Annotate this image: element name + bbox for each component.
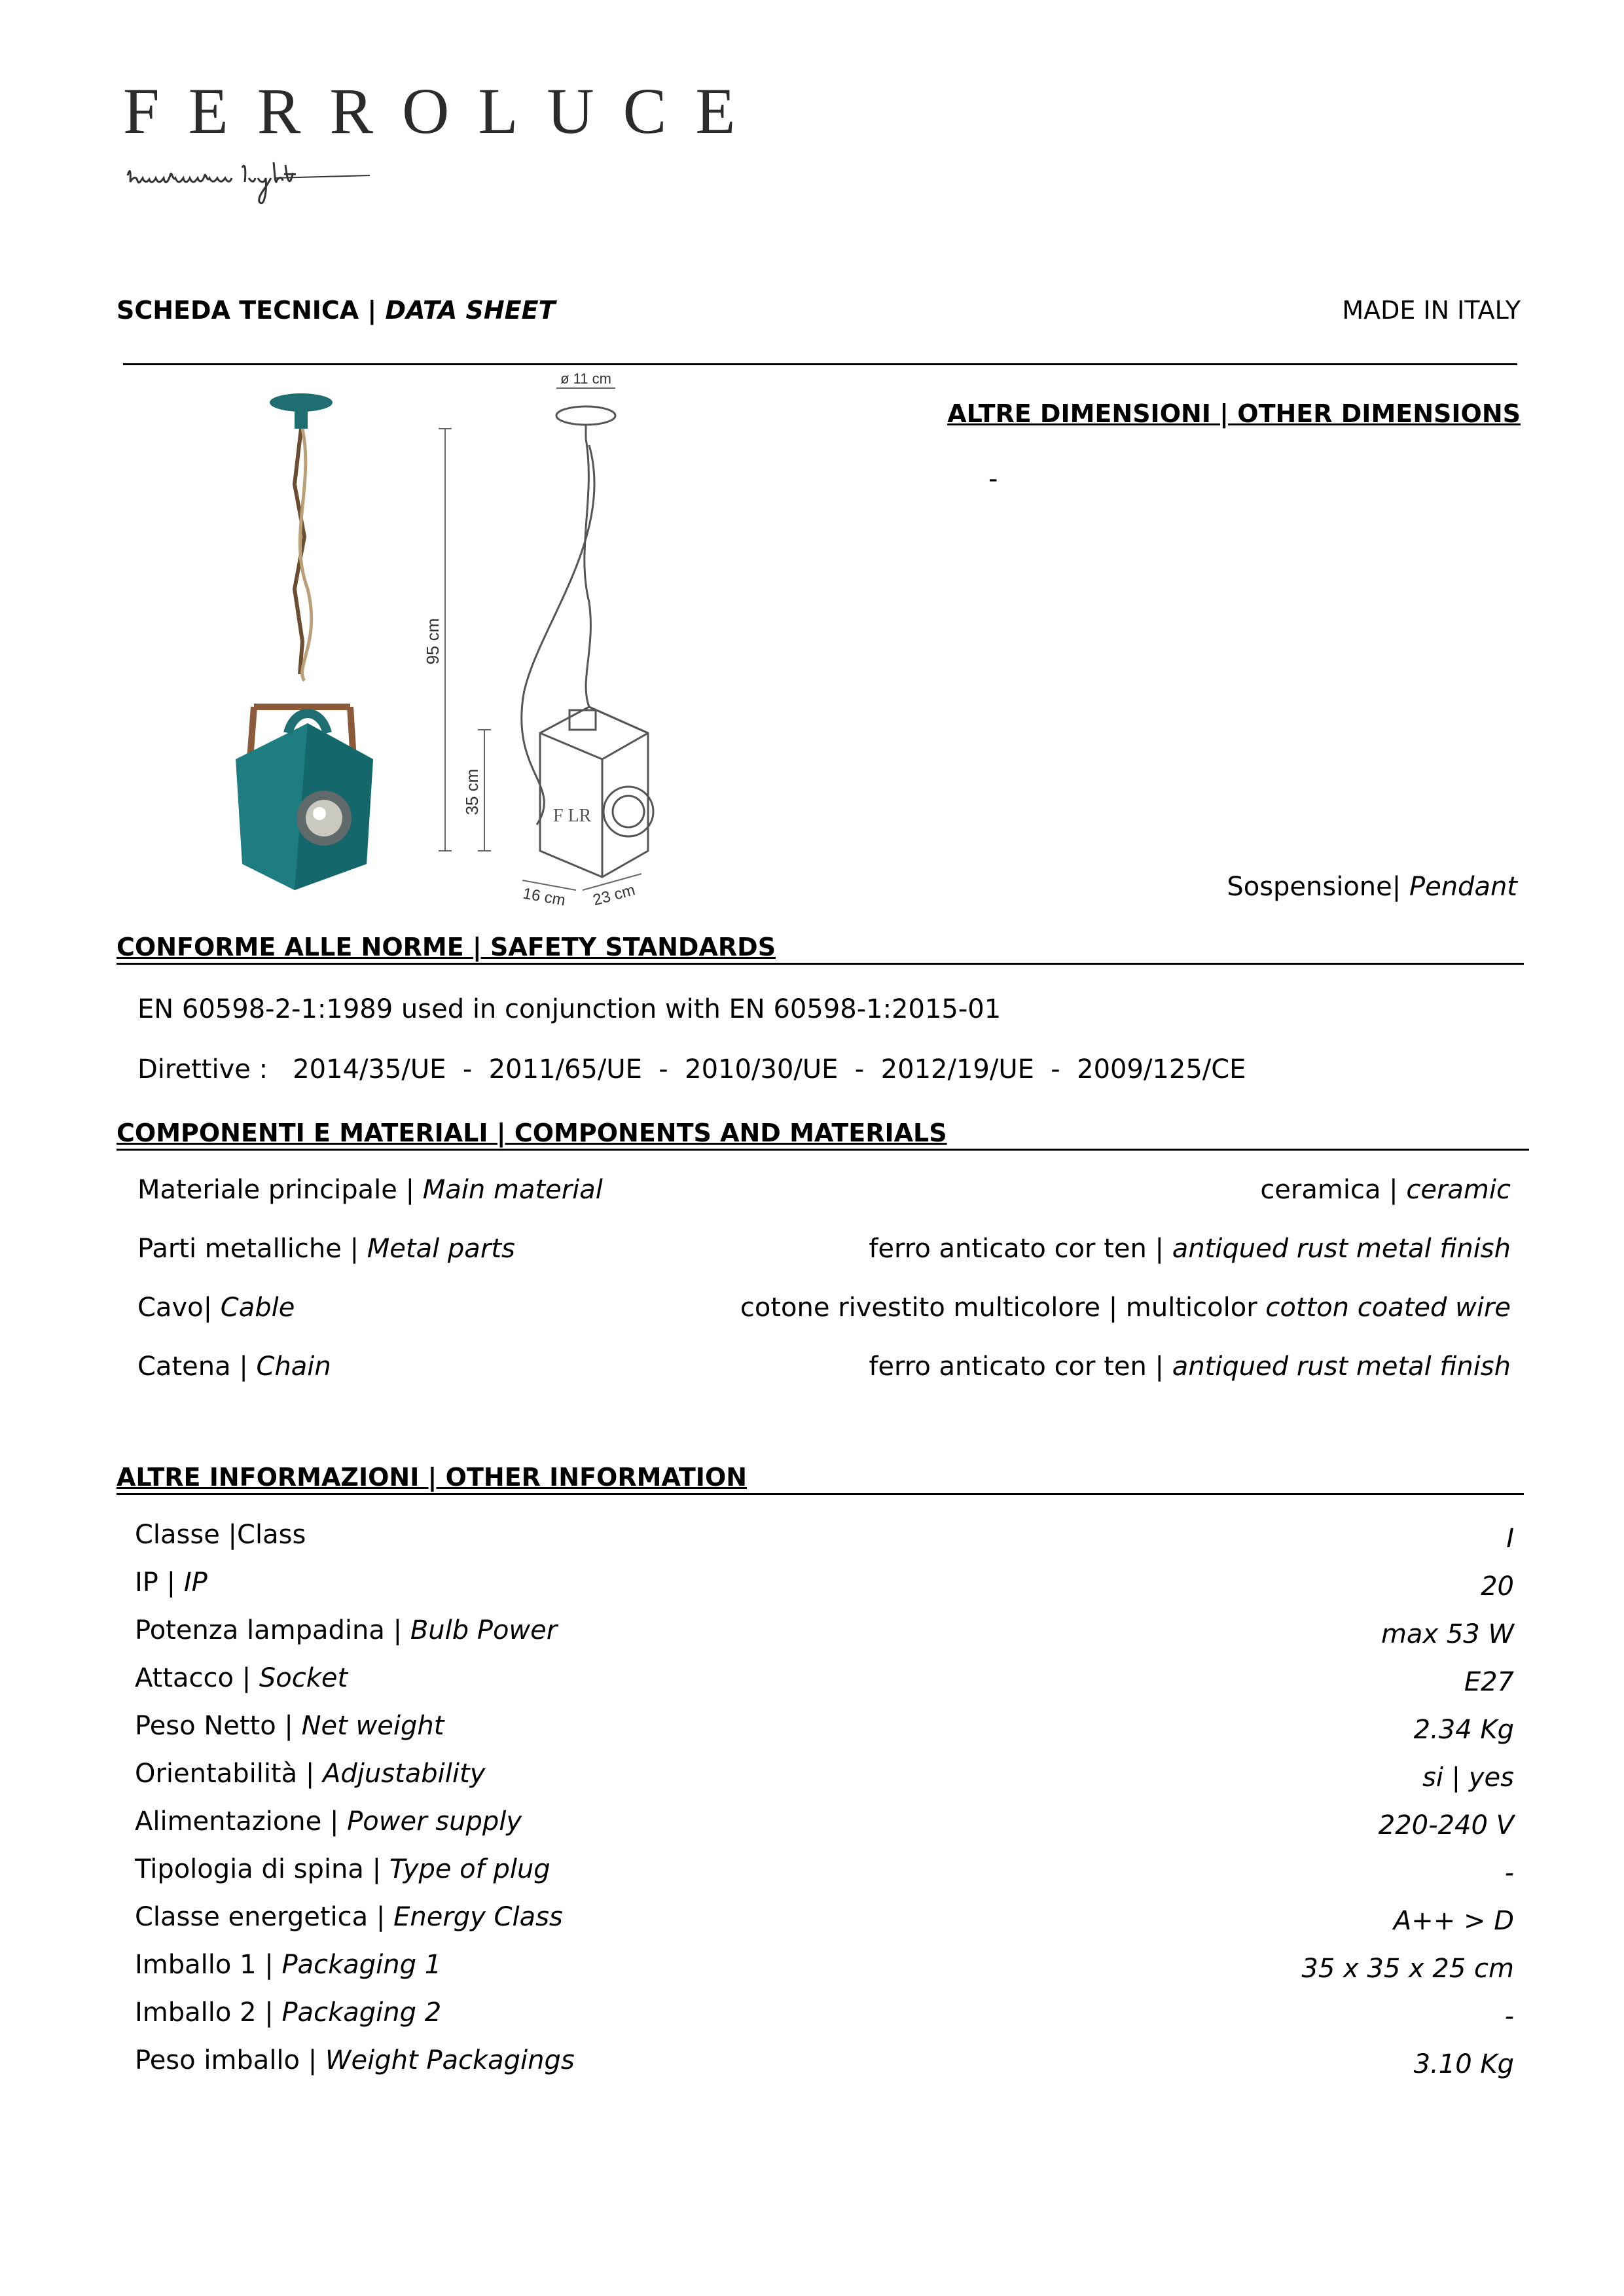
component-label-en: Cable bbox=[220, 1293, 295, 1323]
components-divider bbox=[117, 1149, 1529, 1151]
dimension-diameter: ø 11 cm bbox=[560, 370, 611, 387]
info-label bbox=[135, 2047, 575, 2073]
info-label-en: Packaging 2 bbox=[281, 1998, 442, 2028]
dimensions-value: - bbox=[988, 464, 998, 494]
component-value-it: ceramica | bbox=[1260, 1175, 1407, 1205]
header-divider bbox=[123, 363, 1517, 365]
component-label-it: Catena | bbox=[137, 1352, 257, 1382]
info-label-en: Socket bbox=[259, 1663, 348, 1693]
info-label-it: Attacco | bbox=[135, 1663, 259, 1693]
brand-logo-wordmark: FERROLUCE bbox=[123, 75, 765, 147]
info-label-it: Tipologia di spina | bbox=[135, 1854, 389, 1884]
info-label-en: Type of plug bbox=[389, 1854, 550, 1884]
info-value: I bbox=[1506, 1524, 1514, 1554]
component-label-en: Chain bbox=[256, 1352, 331, 1382]
dimension-width: 23 cm bbox=[590, 881, 638, 910]
component-label-en: Metal parts bbox=[367, 1234, 515, 1264]
component-value-en: antiqued rust metal finish bbox=[1172, 1234, 1511, 1264]
info-label-it: Alimentazione | bbox=[135, 1806, 348, 1837]
product-type-en: Pendant bbox=[1409, 872, 1517, 902]
dimension-height-body: 35 cm bbox=[462, 768, 482, 816]
component-label-en: Main material bbox=[422, 1175, 603, 1205]
info-label-en: Class bbox=[237, 1520, 306, 1550]
info-value: 220-240 V bbox=[1378, 1810, 1514, 1840]
component-label-main-material bbox=[137, 1177, 603, 1203]
info-label bbox=[135, 1617, 557, 1643]
info-label-en: Net weight bbox=[301, 1711, 444, 1741]
info-value: 3.10 Kg bbox=[1413, 2049, 1514, 2079]
info-label-en: Energy Class bbox=[393, 1902, 563, 1932]
components-heading: COMPONENTI E MATERIALI | COMPONENTS AND MATERIALS bbox=[117, 1119, 947, 1147]
lamp-photo bbox=[236, 393, 373, 890]
component-label-cable bbox=[137, 1295, 295, 1321]
component-value-it: ferro anticato cor ten | bbox=[869, 1352, 1172, 1382]
made-in-label: MADE IN ITALY bbox=[1342, 296, 1521, 325]
info-label-en: Weight Packagings bbox=[325, 2045, 575, 2075]
lamp-stamp-text: F LR bbox=[553, 806, 592, 826]
component-value-main-material bbox=[1260, 1177, 1511, 1203]
info-label bbox=[135, 1665, 348, 1691]
info-label-en: Packaging 1 bbox=[281, 1950, 442, 1980]
info-label bbox=[135, 1904, 563, 1930]
info-label-it: Peso Netto | bbox=[135, 1711, 302, 1741]
info-value: - bbox=[1504, 2001, 1514, 2032]
info-label bbox=[135, 2000, 441, 2026]
info-value: 20 bbox=[1481, 1571, 1514, 1602]
component-label-chain bbox=[137, 1354, 331, 1380]
info-value: si | yes bbox=[1422, 1763, 1514, 1793]
component-value-en: cotton coated wire bbox=[1265, 1293, 1511, 1323]
document-title bbox=[117, 298, 555, 323]
info-label-it: Imballo 1 | bbox=[135, 1950, 282, 1980]
info-label-it: Imballo 2 | bbox=[135, 1998, 282, 2028]
component-value-cable bbox=[740, 1295, 1511, 1321]
component-label-metal-parts bbox=[137, 1236, 515, 1262]
dimension-depth: 16 cm bbox=[521, 884, 567, 910]
product-type bbox=[1227, 874, 1517, 900]
info-value: 2.34 Kg bbox=[1413, 1715, 1514, 1745]
info-label bbox=[135, 1761, 485, 1787]
title-en: DATA SHEET bbox=[385, 296, 556, 325]
dimension-height-total: 95 cm bbox=[423, 618, 442, 665]
dimensions-heading: ALTRE DIMENSIONI | OTHER DIMENSIONS bbox=[947, 399, 1521, 428]
safety-heading: CONFORME ALLE NORME | SAFETY STANDARDS bbox=[117, 933, 776, 961]
product-illustration bbox=[196, 367, 694, 916]
info-label bbox=[135, 1856, 550, 1882]
info-label bbox=[135, 1570, 208, 1596]
info-label bbox=[135, 1952, 441, 1978]
safety-directives-line: Direttive : 2014/35/UE - 2011/65/UE - 2010/30/UE - 2012/19/UE - 2009/125/CE bbox=[137, 1054, 1246, 1085]
other-info-heading: ALTRE INFORMAZIONI | OTHER INFORMATION bbox=[117, 1463, 748, 1492]
info-value: 35 x 35 x 25 cm bbox=[1301, 1954, 1514, 1984]
info-label-it: Peso imballo | bbox=[135, 2045, 325, 2075]
info-label-it: Orientabilità | bbox=[135, 1759, 323, 1789]
info-label-en: Power supply bbox=[347, 1806, 522, 1837]
component-value-metal-parts bbox=[869, 1236, 1511, 1262]
info-label bbox=[135, 1522, 306, 1548]
component-value-en: ceramic bbox=[1406, 1175, 1511, 1205]
component-value-it: cotone rivestito multicolore | multicolor bbox=[740, 1293, 1266, 1323]
component-label-it: Cavo| bbox=[137, 1293, 221, 1323]
info-label-it: IP | bbox=[135, 1568, 184, 1598]
info-value: E27 bbox=[1464, 1667, 1514, 1697]
component-label-it: Materiale principale | bbox=[137, 1175, 423, 1205]
info-value: A++ > D bbox=[1393, 1906, 1514, 1936]
safety-divider bbox=[117, 963, 1524, 965]
brand-tagline-signature bbox=[124, 156, 373, 234]
info-label-it: Classe energetica | bbox=[135, 1902, 394, 1932]
info-label-en: Adjustability bbox=[323, 1759, 486, 1789]
info-label-en: IP bbox=[183, 1568, 208, 1598]
component-value-chain bbox=[869, 1354, 1511, 1380]
safety-standard-line: EN 60598-2-1:1989 used in conjunction with EN 60598-1:2015-01 bbox=[137, 994, 1001, 1024]
component-value-it: ferro anticato cor ten | bbox=[869, 1234, 1172, 1264]
product-type-it: Sospensione| bbox=[1227, 872, 1401, 902]
component-label-it: Parti metalliche | bbox=[137, 1234, 367, 1264]
info-value: max 53 W bbox=[1380, 1619, 1514, 1649]
title-it: SCHEDA TECNICA | bbox=[117, 296, 386, 325]
info-label-en: Bulb Power bbox=[410, 1615, 558, 1645]
info-value: - bbox=[1504, 1858, 1514, 1888]
info-label bbox=[135, 1713, 444, 1739]
info-label bbox=[135, 1808, 522, 1835]
component-value-en: antiqued rust metal finish bbox=[1172, 1352, 1511, 1382]
other-info-divider bbox=[117, 1493, 1524, 1495]
info-label-it: Classe | bbox=[135, 1520, 238, 1550]
info-label-it: Potenza lampadina | bbox=[135, 1615, 410, 1645]
